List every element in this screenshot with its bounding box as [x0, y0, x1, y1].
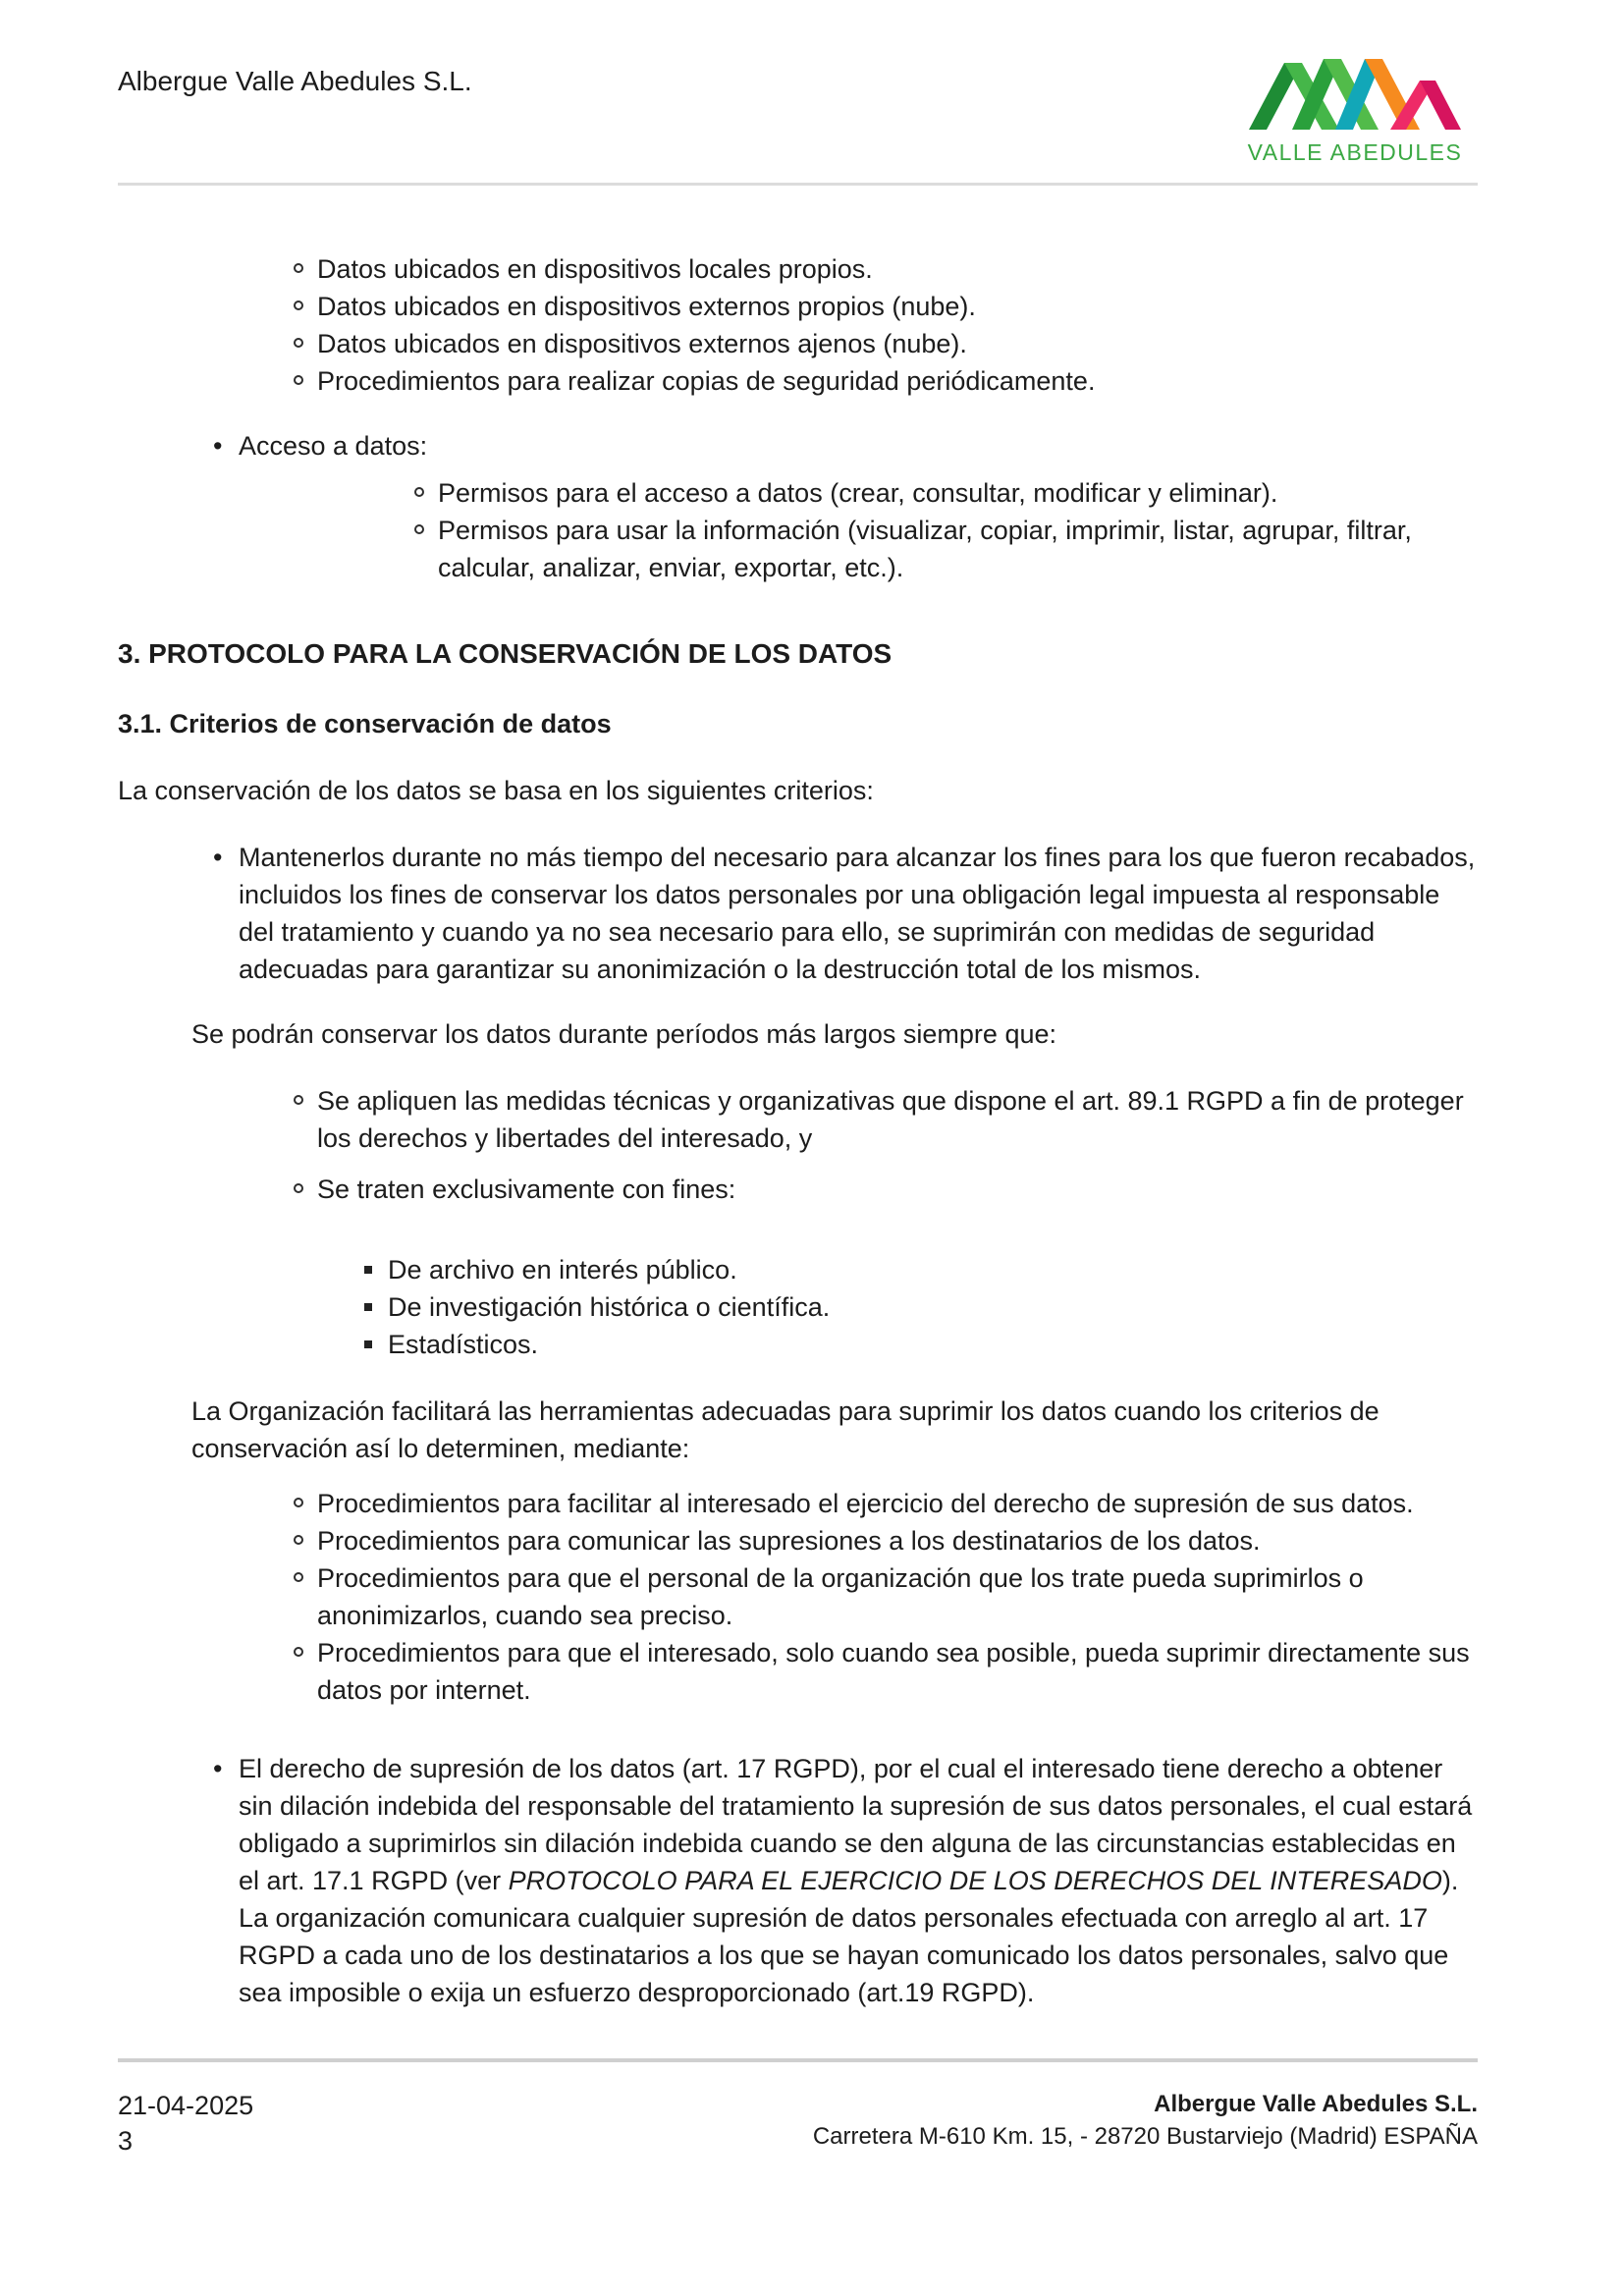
- list-item: Procedimientos para facilitar al interesado el ejercicio del derecho de supresión de sus datos.: [118, 1485, 1478, 1522]
- list-item: Datos ubicados en dispositivos externos propios (nube).: [118, 288, 1478, 325]
- header-divider: [118, 183, 1478, 186]
- list-item: • Mantenerlos durante no más tiempo del necesario para alcanzar los fines para los que fueron recabados, incluidos los fines de conservar los datos personales por una obligación legal impuesta al responsable del tratamiento y cuando ya no sea necesario para ello, se suprimirán con medidas de seguridad adecuadas para garantizar su anonimización o la destrucción total de los mismos.: [118, 839, 1478, 988]
- procedures-list: [118, 1485, 1478, 1709]
- deletion-right-list: [118, 1750, 1478, 2011]
- access-sublist: [239, 474, 1478, 586]
- list-item: Procedimientos para realizar copias de seguridad periódicamente.: [118, 362, 1478, 400]
- footer-page-number: 3: [118, 2126, 134, 2156]
- conditions-list: [118, 1082, 1478, 1208]
- list-item: De archivo en interés público.: [118, 1251, 1478, 1288]
- storage-location-list: [118, 250, 1478, 400]
- purposes-list: [118, 1251, 1478, 1363]
- list-item: Procedimientos para comunicar las supresiones a los destinatarios de los datos.: [118, 1522, 1478, 1559]
- org-tools-paragraph: La Organización facilitará las herramientas adecuadas para suprimir los datos cuando los criterios de conservación así lo determinen, mediante:: [191, 1396, 1380, 1463]
- list-item: [118, 427, 1478, 586]
- list-item: Datos ubicados en dispositivos locales propios.: [118, 250, 1478, 288]
- footer-left: [118, 2088, 253, 2159]
- deletion-right-text: El derecho de supresión de los datos (art. 17 RGPD), por el cual el interesado tiene derecho a obtener sin dilación indebida del responsable del tratamiento la supresión de sus datos personales, el cual estará obligado a suprimirlos sin dilación indebida cuando se den alguna de las circunstancias establecidas en el art. 17.1 RGPD (ver: [239, 1754, 1473, 1895]
- header-company-name: Albergue Valle Abedules S.L.: [118, 66, 472, 96]
- list-item: Datos ubicados en dispositivos externos ajenos (nube).: [118, 325, 1478, 362]
- access-label: Acceso a datos:: [239, 431, 428, 461]
- list-item: Permisos para el acceso a datos (crear, consultar, modificar y eliminar).: [239, 474, 1478, 512]
- deletion-right-continuation: La organización comunicara cualquier supresión de datos personales efectuada con arreglo al art. 17 RGPD a cada uno de los destinatarios a los que se hayan comunicado los datos personales, salvo que sea imposible o exija un esfuerzo desproporcionado (art.19 RGPD).: [239, 1903, 1449, 2007]
- criteria-list: [118, 839, 1478, 988]
- list-item: Procedimientos para que el personal de la organización que los trate pueda suprimirlos o anonimizarlos, cuando sea preciso.: [118, 1559, 1478, 1634]
- intro-paragraph: La conservación de los datos se basa en los siguientes criterios:: [118, 776, 874, 805]
- footer-divider: [118, 2058, 1478, 2062]
- list-item: De investigación histórica o científica.: [118, 1288, 1478, 1326]
- protocol-reference: PROTOCOLO PARA EL EJERCICIO DE LOS DERECHOS DEL INTERESADO: [508, 1866, 1442, 1895]
- list-item: Se apliquen las medidas técnicas y organizativas que dispone el art. 89.1 RGPD a fin de proteger los derechos y libertades del interesado, y: [118, 1082, 1478, 1157]
- footer-address: Carretera M-610 Km. 15, - 28720 Bustarviejo (Madrid) ESPAÑA: [812, 2123, 1478, 2150]
- access-list: [118, 427, 1478, 586]
- footer-right: [813, 2088, 1478, 2153]
- list-item: Estadísticos.: [118, 1326, 1478, 1363]
- page-header: [118, 51, 1478, 165]
- list-item: [118, 1750, 1478, 2011]
- list-item: Procedimientos para que el interesado, solo cuando sea posible, pueda suprimir directamente sus datos por internet.: [118, 1634, 1478, 1709]
- list-item: Permisos para usar la información (visualizar, copiar, imprimir, listar, agrupar, filtrar, calcular, analizar, enviar, exportar, etc.).: [239, 512, 1478, 586]
- company-logo: [1232, 51, 1478, 165]
- longer-periods-paragraph: Se podrán conservar los datos durante períodos más largos siempre que:: [191, 1019, 1056, 1049]
- list-item: Se traten exclusivamente con fines:: [118, 1171, 1478, 1208]
- deletion-right-text-end: ).: [1441, 1866, 1459, 1895]
- footer-date: 21-04-2025: [118, 2091, 254, 2120]
- page-footer: [118, 2088, 1478, 2159]
- footer-company-name: Albergue Valle Abedules S.L.: [1154, 2091, 1478, 2117]
- subsection-title: 3.1. Criterios de conservación de datos: [118, 709, 612, 738]
- mountain-logo-icon: [1237, 51, 1473, 137]
- section-title: 3. PROTOCOLO PARA LA CONSERVACIÓN DE LOS DATOS: [118, 638, 893, 669]
- logo-wordmark: VALLE ABEDULES: [1247, 139, 1463, 165]
